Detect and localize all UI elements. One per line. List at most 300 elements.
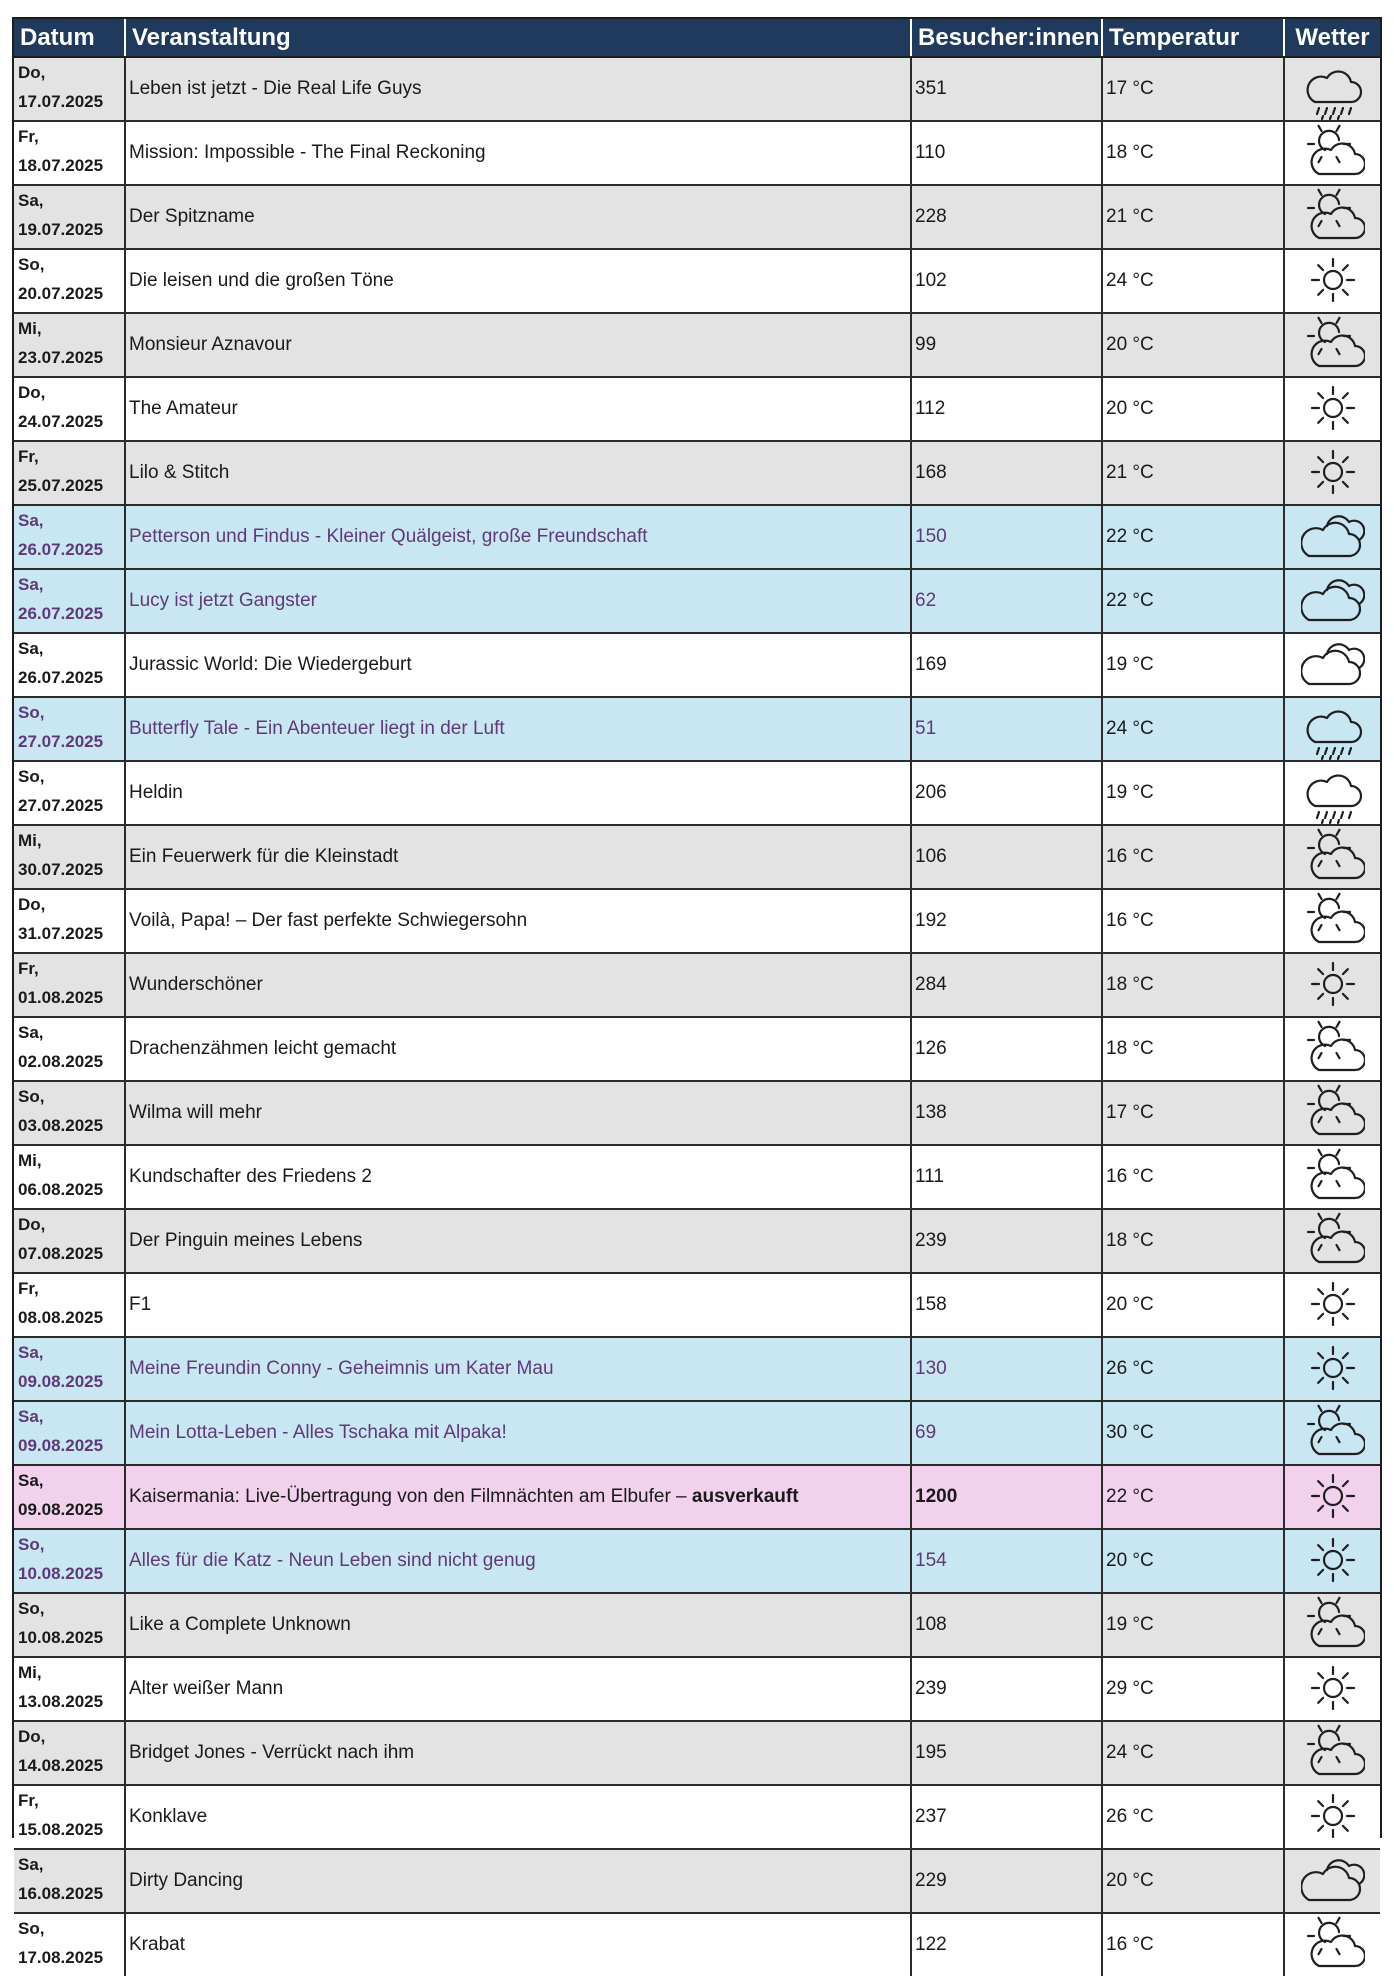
date: 31.07.2025	[18, 924, 104, 943]
date-cell	[14, 185, 125, 249]
temperature-cell: 17 °C	[1102, 57, 1284, 121]
date: 06.08.2025	[18, 1180, 104, 1199]
date: 15.08.2025	[18, 1820, 104, 1839]
table-row	[14, 505, 1380, 569]
events-table-frame	[12, 17, 1382, 1967]
partly-cloudy-icon	[1301, 122, 1365, 184]
weekday: Fr,	[18, 959, 39, 978]
temperature-cell: 16 °C	[1102, 825, 1284, 889]
weekday: So,	[18, 1919, 45, 1938]
temperature-cell: 17 °C	[1102, 1081, 1284, 1145]
partly-cloudy-icon	[1301, 1594, 1365, 1656]
event-cell	[125, 441, 911, 505]
temperature-cell: 20 °C	[1102, 313, 1284, 377]
date-cell	[14, 889, 125, 953]
date: 01.08.2025	[18, 988, 104, 1007]
weather-cell	[1284, 185, 1380, 249]
temperature-cell: 21 °C	[1102, 441, 1284, 505]
date-cell	[14, 1721, 125, 1785]
date: 09.08.2025	[18, 1372, 104, 1391]
date-cell	[14, 1465, 125, 1529]
sun-icon	[1301, 1530, 1365, 1592]
partly-cloudy-icon	[1301, 1402, 1365, 1464]
date: 17.08.2025	[18, 1948, 104, 1967]
clouds-icon	[1301, 1850, 1365, 1912]
temperature-cell: 18 °C	[1102, 1017, 1284, 1081]
date-cell	[14, 1657, 125, 1721]
date: 24.07.2025	[18, 412, 104, 431]
date: 08.08.2025	[18, 1308, 104, 1327]
temperature-cell: 20 °C	[1102, 1273, 1284, 1337]
event-cell	[125, 697, 911, 761]
date: 13.08.2025	[18, 1692, 104, 1711]
visitors-cell: 284	[911, 953, 1102, 1017]
temperature-cell: 16 °C	[1102, 1145, 1284, 1209]
sun-icon	[1301, 1274, 1365, 1336]
visitors-cell: 154	[911, 1529, 1102, 1593]
date-cell	[14, 441, 125, 505]
header-row	[14, 19, 1380, 57]
header-weather: Wetter	[1284, 19, 1380, 57]
temperature-cell: 26 °C	[1102, 1785, 1284, 1849]
date-cell	[14, 633, 125, 697]
weather-cell	[1284, 377, 1380, 441]
date: 17.07.2025	[18, 92, 104, 111]
event-title: Leben ist jetzt - Die Real Life Guys	[129, 78, 422, 99]
weather-cell	[1284, 1465, 1380, 1529]
sun-icon	[1301, 442, 1365, 504]
date-cell	[14, 1017, 125, 1081]
visitors-cell: 229	[911, 1849, 1102, 1913]
date: 16.08.2025	[18, 1884, 104, 1903]
visitors-cell: 69	[911, 1401, 1102, 1465]
events-table	[14, 19, 1380, 1976]
weekday: Fr,	[18, 127, 39, 146]
visitors-cell: 239	[911, 1657, 1102, 1721]
temperature-cell: 16 °C	[1102, 889, 1284, 953]
weekday: Sa,	[18, 1023, 44, 1042]
event-title: Konklave	[129, 1806, 208, 1827]
visitors-cell: 168	[911, 441, 1102, 505]
temperature-cell: 22 °C	[1102, 1465, 1284, 1529]
event-cell	[125, 249, 911, 313]
table-row	[14, 1913, 1380, 1976]
sun-icon	[1301, 1338, 1365, 1400]
visitors-cell: 192	[911, 889, 1102, 953]
event-title: Jurassic World: Die Wiedergeburt	[129, 654, 412, 675]
event-title: Kaisermania: Live-Übertragung von den Filmnächten am Elbufer –	[129, 1486, 687, 1507]
header-date: Datum	[14, 19, 125, 57]
weekday: Fr,	[18, 447, 39, 466]
table-row	[14, 1401, 1380, 1465]
weekday: Fr,	[18, 1791, 39, 1810]
weekday: Sa,	[18, 1343, 44, 1362]
table-row	[14, 1273, 1380, 1337]
weekday: So,	[18, 1599, 45, 1618]
event-cell	[125, 1529, 911, 1593]
event-title: Wilma will mehr	[129, 1102, 262, 1123]
visitors-cell: 110	[911, 121, 1102, 185]
visitors-cell: 195	[911, 1721, 1102, 1785]
table-row	[14, 633, 1380, 697]
partly-cloudy-icon	[1301, 186, 1365, 248]
event-cell	[125, 1593, 911, 1657]
rain-cloud-icon	[1301, 58, 1365, 120]
weather-cell	[1284, 1337, 1380, 1401]
event-cell	[125, 1849, 911, 1913]
table-row	[14, 121, 1380, 185]
event-title: Mission: Impossible - The Final Reckoning	[129, 142, 486, 163]
visitors-cell: 130	[911, 1337, 1102, 1401]
table-row	[14, 953, 1380, 1017]
date: 02.08.2025	[18, 1052, 104, 1071]
table-row	[14, 1017, 1380, 1081]
date: 30.07.2025	[18, 860, 104, 879]
temperature-cell: 21 °C	[1102, 185, 1284, 249]
partly-cloudy-icon	[1301, 1082, 1365, 1144]
date: 27.07.2025	[18, 732, 104, 751]
event-title: Drachenzähmen leicht gemacht	[129, 1038, 397, 1059]
weekday: Do,	[18, 895, 46, 914]
event-title: Lucy ist jetzt Gangster	[129, 590, 317, 611]
event-cell	[125, 505, 911, 569]
date: 03.08.2025	[18, 1116, 104, 1135]
event-title: Wunderschöner	[129, 974, 263, 995]
weather-cell	[1284, 1529, 1380, 1593]
date-cell	[14, 1529, 125, 1593]
event-title: Meine Freundin Conny - Geheimnis um Kater Mau	[129, 1358, 554, 1379]
header-visitors: Besucher:innen	[911, 19, 1102, 57]
partly-cloudy-icon	[1301, 1018, 1365, 1080]
date-cell	[14, 377, 125, 441]
table-row	[14, 313, 1380, 377]
date-cell	[14, 1401, 125, 1465]
event-title: Kundschafter des Friedens 2	[129, 1166, 372, 1187]
event-title: Heldin	[129, 782, 183, 803]
event-cell	[125, 889, 911, 953]
date: 26.07.2025	[18, 604, 104, 623]
weather-cell	[1284, 889, 1380, 953]
weather-cell	[1284, 505, 1380, 569]
event-title: Alter weißer Mann	[129, 1678, 284, 1699]
temperature-cell: 18 °C	[1102, 121, 1284, 185]
weather-cell	[1284, 569, 1380, 633]
date-cell	[14, 697, 125, 761]
temperature-cell: 26 °C	[1102, 1337, 1284, 1401]
event-title: Krabat	[129, 1934, 185, 1955]
weather-cell	[1284, 633, 1380, 697]
weekday: Do,	[18, 63, 46, 82]
weather-cell	[1284, 825, 1380, 889]
date-cell	[14, 1209, 125, 1273]
date-cell	[14, 57, 125, 121]
visitors-cell: 99	[911, 313, 1102, 377]
event-title: Die leisen und die großen Töne	[129, 270, 394, 291]
weather-cell	[1284, 1017, 1380, 1081]
table-row	[14, 825, 1380, 889]
weather-cell	[1284, 441, 1380, 505]
sun-icon	[1301, 1466, 1365, 1528]
temperature-cell: 24 °C	[1102, 1721, 1284, 1785]
event-cell	[125, 1209, 911, 1273]
weather-cell	[1284, 1657, 1380, 1721]
date: 27.07.2025	[18, 796, 104, 815]
weather-cell	[1284, 697, 1380, 761]
temperature-cell: 30 °C	[1102, 1401, 1284, 1465]
event-title: Dirty Dancing	[129, 1870, 244, 1891]
date-cell	[14, 313, 125, 377]
date: 23.07.2025	[18, 348, 104, 367]
partly-cloudy-icon	[1301, 1722, 1365, 1784]
visitors-cell: 169	[911, 633, 1102, 697]
event-cell	[125, 1081, 911, 1145]
event-cell	[125, 1017, 911, 1081]
event-cell	[125, 1337, 911, 1401]
table-row	[14, 1465, 1380, 1529]
weather-cell	[1284, 313, 1380, 377]
visitors-cell: 228	[911, 185, 1102, 249]
temperature-cell: 24 °C	[1102, 697, 1284, 761]
visitors-cell: 351	[911, 57, 1102, 121]
table-row	[14, 1145, 1380, 1209]
partly-cloudy-icon	[1301, 1914, 1365, 1976]
visitors-cell: 138	[911, 1081, 1102, 1145]
weather-cell	[1284, 1721, 1380, 1785]
weekday: So,	[18, 1535, 45, 1554]
event-cell	[125, 185, 911, 249]
date-cell	[14, 569, 125, 633]
visitors-cell: 1200	[911, 1465, 1102, 1529]
date: 10.08.2025	[18, 1564, 104, 1583]
table-row	[14, 1209, 1380, 1273]
date: 14.08.2025	[18, 1756, 104, 1775]
sun-icon	[1301, 378, 1365, 440]
event-cell	[125, 1401, 911, 1465]
date: 26.07.2025	[18, 540, 104, 559]
visitors-cell: 112	[911, 377, 1102, 441]
date-cell	[14, 505, 125, 569]
rain-cloud-icon	[1301, 762, 1365, 824]
event-cell	[125, 1657, 911, 1721]
table-row	[14, 1593, 1380, 1657]
visitors-cell: 150	[911, 505, 1102, 569]
visitors-cell: 122	[911, 1913, 1102, 1976]
date-cell	[14, 1081, 125, 1145]
event-title: Ein Feuerwerk für die Kleinstadt	[129, 846, 399, 867]
table-row	[14, 1337, 1380, 1401]
event-cell	[125, 1465, 911, 1529]
weekday: Mi,	[18, 831, 42, 850]
weather-cell	[1284, 761, 1380, 825]
table-row	[14, 1721, 1380, 1785]
event-title: Monsieur Aznavour	[129, 334, 292, 355]
temperature-cell: 22 °C	[1102, 569, 1284, 633]
table-row	[14, 761, 1380, 825]
event-cell	[125, 633, 911, 697]
weekday: Sa,	[18, 191, 44, 210]
temperature-cell: 22 °C	[1102, 505, 1284, 569]
weekday: Sa,	[18, 1855, 44, 1874]
event-title: Lilo & Stitch	[129, 462, 230, 483]
table-row	[14, 889, 1380, 953]
table-row	[14, 57, 1380, 121]
visitors-cell: 111	[911, 1145, 1102, 1209]
date-cell	[14, 1273, 125, 1337]
weekday: Do,	[18, 383, 46, 402]
table-row	[14, 1849, 1380, 1913]
date-cell	[14, 1913, 125, 1976]
visitors-cell: 102	[911, 249, 1102, 313]
clouds-icon	[1301, 506, 1365, 568]
sun-icon	[1301, 250, 1365, 312]
date-cell	[14, 825, 125, 889]
table-row	[14, 377, 1380, 441]
sun-icon	[1301, 1658, 1365, 1720]
partly-cloudy-icon	[1301, 1146, 1365, 1208]
table-row	[14, 697, 1380, 761]
weekday: Sa,	[18, 1471, 44, 1490]
weather-cell	[1284, 1273, 1380, 1337]
event-title: Bridget Jones - Verrückt nach ihm	[129, 1742, 415, 1763]
date: 25.07.2025	[18, 476, 104, 495]
event-title: Mein Lotta-Leben - Alles Tschaka mit Alpaka!	[129, 1422, 507, 1443]
event-title: Alles für die Katz - Neun Leben sind nicht genug	[129, 1550, 536, 1571]
weekday: Do,	[18, 1727, 46, 1746]
weekday: So,	[18, 255, 45, 274]
date-cell	[14, 1785, 125, 1849]
rain-cloud-icon	[1301, 698, 1365, 760]
event-title: Der Spitzname	[129, 206, 255, 227]
weather-cell	[1284, 249, 1380, 313]
event-title: Petterson und Findus - Kleiner Quälgeist, große Freundschaft	[129, 526, 648, 547]
weather-cell	[1284, 1849, 1380, 1913]
event-cell	[125, 569, 911, 633]
temperature-cell: 19 °C	[1102, 633, 1284, 697]
table-row	[14, 1657, 1380, 1721]
temperature-cell: 18 °C	[1102, 953, 1284, 1017]
clouds-icon	[1301, 634, 1365, 696]
event-cell	[125, 825, 911, 889]
date-cell	[14, 761, 125, 825]
table-row	[14, 569, 1380, 633]
temperature-cell: 19 °C	[1102, 1593, 1284, 1657]
temperature-cell: 20 °C	[1102, 377, 1284, 441]
event-cell	[125, 1273, 911, 1337]
event-cell	[125, 953, 911, 1017]
temperature-cell: 19 °C	[1102, 761, 1284, 825]
weekday: So,	[18, 1087, 45, 1106]
temperature-cell: 20 °C	[1102, 1849, 1284, 1913]
date-cell	[14, 953, 125, 1017]
temperature-cell: 29 °C	[1102, 1657, 1284, 1721]
weekday: Sa,	[18, 1407, 44, 1426]
weather-cell	[1284, 1785, 1380, 1849]
temperature-cell: 20 °C	[1102, 1529, 1284, 1593]
event-title: The Amateur	[129, 398, 238, 419]
date: 19.07.2025	[18, 220, 104, 239]
visitors-cell: 158	[911, 1273, 1102, 1337]
weekday: Fr,	[18, 1279, 39, 1298]
date: 07.08.2025	[18, 1244, 104, 1263]
partly-cloudy-icon	[1301, 314, 1365, 376]
date-cell	[14, 1145, 125, 1209]
event-cell	[125, 313, 911, 377]
event-cell	[125, 1785, 911, 1849]
table-row	[14, 1081, 1380, 1145]
event-cell	[125, 377, 911, 441]
weather-cell	[1284, 1081, 1380, 1145]
date: 26.07.2025	[18, 668, 104, 687]
weekday: So,	[18, 767, 45, 786]
temperature-cell: 16 °C	[1102, 1913, 1284, 1976]
event-cell	[125, 57, 911, 121]
header-event: Veranstaltung	[125, 19, 911, 57]
event-title: Der Pinguin meines Lebens	[129, 1230, 363, 1251]
date: 09.08.2025	[18, 1500, 104, 1519]
event-cell	[125, 121, 911, 185]
visitors-cell: 237	[911, 1785, 1102, 1849]
event-title: Voilà, Papa! – Der fast perfekte Schwiegersohn	[129, 910, 528, 931]
temperature-cell: 18 °C	[1102, 1209, 1284, 1273]
date: 10.08.2025	[18, 1628, 104, 1647]
sold-out-label: ausverkauft	[691, 1486, 799, 1507]
clouds-icon	[1301, 570, 1365, 632]
weather-cell	[1284, 57, 1380, 121]
date: 18.07.2025	[18, 156, 104, 175]
date-cell	[14, 249, 125, 313]
temperature-cell: 24 °C	[1102, 249, 1284, 313]
visitors-cell: 239	[911, 1209, 1102, 1273]
table-row	[14, 441, 1380, 505]
partly-cloudy-icon	[1301, 890, 1365, 952]
event-cell	[125, 761, 911, 825]
weather-cell	[1284, 1593, 1380, 1657]
weather-cell	[1284, 1209, 1380, 1273]
weather-cell	[1284, 1913, 1380, 1976]
event-title: F1	[129, 1294, 152, 1315]
weekday: Sa,	[18, 511, 44, 530]
weekday: Mi,	[18, 319, 42, 338]
date-cell	[14, 1593, 125, 1657]
event-cell	[125, 1913, 911, 1976]
weekday: Do,	[18, 1215, 46, 1234]
partly-cloudy-icon	[1301, 1210, 1365, 1272]
sun-icon	[1301, 954, 1365, 1016]
visitors-cell: 126	[911, 1017, 1102, 1081]
date: 09.08.2025	[18, 1436, 104, 1455]
weekday: Mi,	[18, 1663, 42, 1682]
weekday: Sa,	[18, 575, 44, 594]
header-temperature: Temperatur	[1102, 19, 1284, 57]
weather-cell	[1284, 1401, 1380, 1465]
table-row	[14, 185, 1380, 249]
event-cell	[125, 1145, 911, 1209]
table-row	[14, 1785, 1380, 1849]
visitors-cell: 106	[911, 825, 1102, 889]
date: 20.07.2025	[18, 284, 104, 303]
weekday: So,	[18, 703, 45, 722]
visitors-cell: 62	[911, 569, 1102, 633]
table-row	[14, 1529, 1380, 1593]
weather-cell	[1284, 1145, 1380, 1209]
weather-cell	[1284, 121, 1380, 185]
table-row	[14, 249, 1380, 313]
sun-icon	[1301, 1786, 1365, 1848]
partly-cloudy-icon	[1301, 826, 1365, 888]
weekday: Mi,	[18, 1151, 42, 1170]
event-title: Butterfly Tale - Ein Abenteuer liegt in der Luft	[129, 718, 505, 739]
date-cell	[14, 1849, 125, 1913]
